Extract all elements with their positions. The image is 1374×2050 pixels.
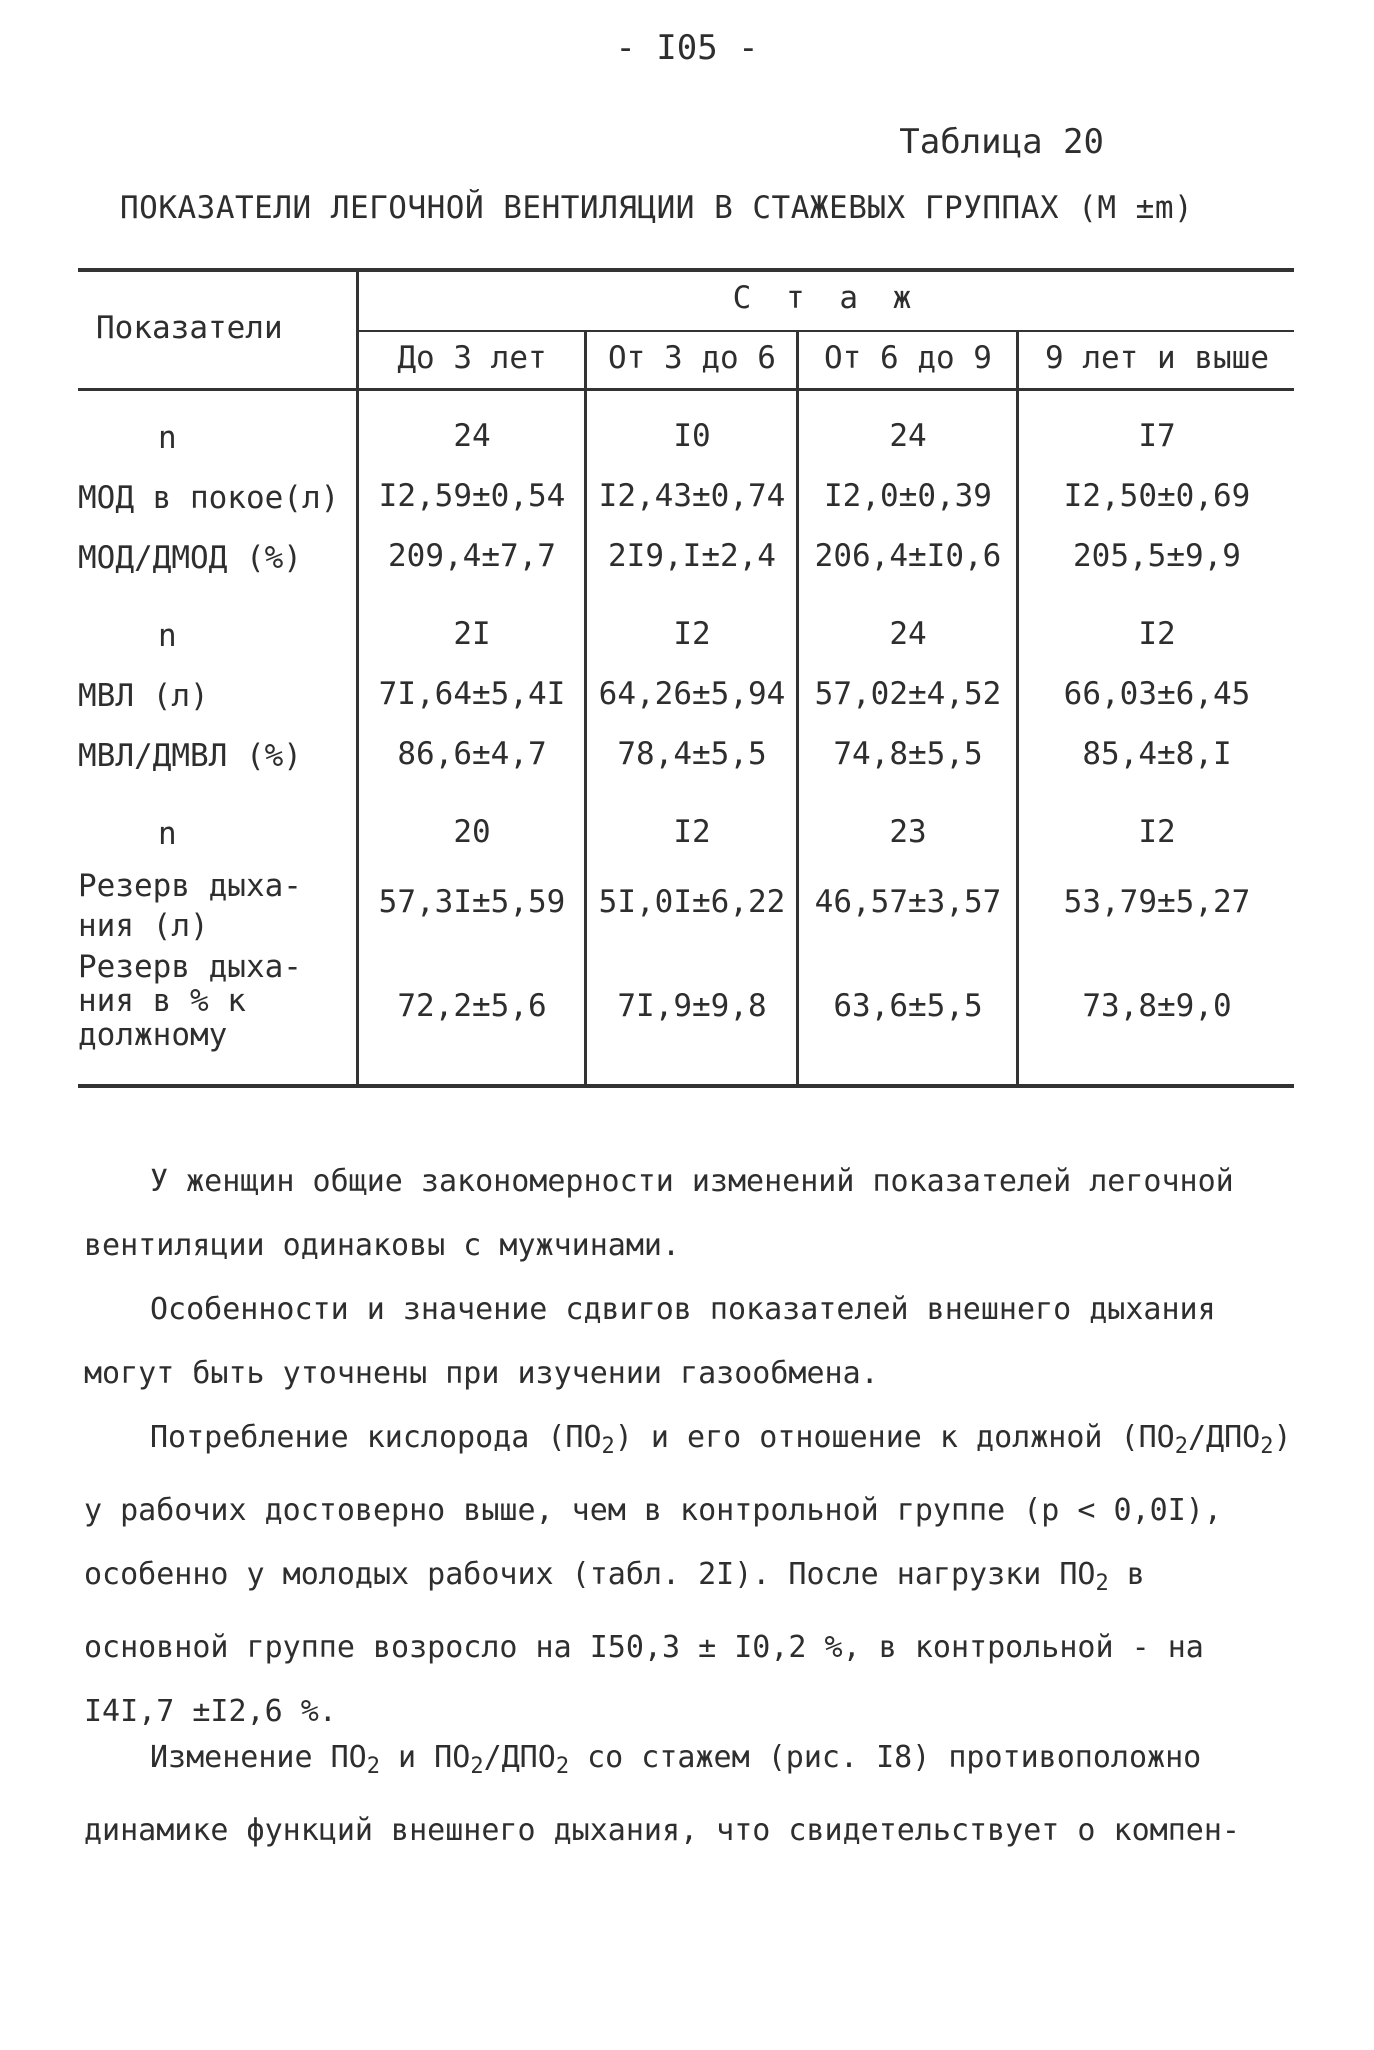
subscript: 2 [1260,1434,1274,1459]
col-divider-4 [1016,330,1019,1088]
column-header: От 3 до 6 [608,340,776,376]
table-cell: 7I,9±9,8 [617,988,767,1024]
row-label: МВЛ (л) [78,678,209,714]
table-cell: 86,6±4,7 [397,736,547,772]
header-bottom-rule [78,388,1294,391]
table-cell: 5I,0I±6,22 [598,884,786,920]
table-cell: 24 [453,418,491,454]
column-header: От 6 до 9 [824,340,992,376]
subscript: 2 [366,1754,380,1779]
paragraph-3-text: Потребление кислорода (ПО [150,1420,602,1455]
table-cell: I7 [1138,418,1176,454]
paragraph-3-text: в основной группе возросло на I50,3 ± I0,2 %, в контрольной - на I4I,7 ±I2,6 %. [84,1557,1204,1729]
table-cell: 206,4±I0,6 [814,538,1002,574]
paragraph-4-text: /ДПО [483,1740,556,1775]
table-cell: I2,50±0,69 [1063,478,1251,514]
table-cell: 72,2±5,6 [397,988,547,1024]
col-divider-3 [796,330,799,1088]
paragraph-3-text: ) и его отношение к должной (ПО [614,1420,1175,1455]
table-cell: 63,6±5,5 [833,988,983,1024]
subscript: 2 [470,1754,484,1779]
table-title: ПОКАЗАТЕЛИ ЛЕГОЧНОЙ ВЕНТИЛЯЦИИ В СТАЖЕВЫХ ГРУППАХ (M ±m) [120,190,1194,226]
paragraph-4-text: Изменение ПО [150,1740,367,1775]
table-cell: 57,3I±5,59 [378,884,566,920]
table-cell: 64,26±5,94 [598,676,786,712]
table-cell: I2 [673,616,711,652]
table-bottom-rule [78,1084,1294,1088]
table-cell: 53,79±5,27 [1063,884,1251,920]
table-cell: 2I9,I±2,4 [608,538,776,574]
page-number: - I05 - [615,28,759,68]
table-cell: 7I,64±5,4I [378,676,566,712]
row-label: Резерв дыха- ния (л) [78,868,302,944]
table-cell: 24 [889,616,927,652]
row-label: n [158,420,177,456]
row-label: МОД в покое(л) [78,480,340,516]
data-table [78,268,1294,1088]
table-cell: 23 [889,814,927,850]
paragraph-4-text: со стажем (рис. I8) противоположно динамике функций внешнего дыхания, что свидетельствует о компен- [84,1740,1240,1848]
column-header: До 3 лет [397,340,547,376]
paragraph-2 [84,1278,1294,1406]
table-cell: 57,02±4,52 [814,676,1002,712]
row-label: Резерв дыха- ния в % к должному [78,949,302,1053]
paragraph-3 [84,1406,1294,1744]
table-cell: I2 [673,814,711,850]
paragraph-4 [84,1726,1294,1863]
header-group: С т а ж [732,280,920,316]
table-cell: I0 [673,418,711,454]
header-indicator: Показатели [96,310,283,346]
paragraph-1-text: У женщин общие закономерности изменений показателей легочной вентиляции одинаковы с мужчинами. [84,1164,1234,1263]
table-cell: 74,8±5,5 [833,736,983,772]
table-cell: 24 [889,418,927,454]
subscript: 2 [555,1754,570,1779]
table-caption: Таблица 20 [899,122,1104,162]
header-group-rule [358,330,1294,332]
col-divider-1 [356,268,359,1088]
table-cell: I2 [1138,616,1176,652]
table-cell: I2 [1138,814,1176,850]
row-label: МОД/ДМОД (%) [78,540,302,576]
paragraph-3-text: ) у рабочих достоверно выше, чем в контрольной группе (p < 0,0I), особенно у молодых рабочих (табл. 2I). После нагрузки ПО [84,1420,1292,1592]
table-cell: 66,03±6,45 [1063,676,1251,712]
row-label: n [158,618,177,654]
subscript: 2 [1174,1434,1188,1459]
table-cell: 2I [453,616,491,652]
col-divider-2 [584,330,587,1088]
subscript: 2 [601,1434,615,1459]
row-label: n [158,816,177,852]
table-cell: 85,4±8,I [1082,736,1232,772]
table-cell: I2,0±0,39 [824,478,992,514]
paragraph-2-text: Особенности и значение сдвигов показателей внешнего дыхания могут быть уточнены при изучении газообмена. [84,1292,1216,1391]
paragraph-4-text: и ПО [380,1740,471,1775]
table-cell: I2,43±0,74 [598,478,786,514]
paragraph-1 [84,1150,1294,1278]
table-cell: 46,57±3,57 [814,884,1002,920]
table-cell: I2,59±0,54 [378,478,566,514]
table-cell: 20 [453,814,491,850]
table-cell: 205,5±9,9 [1073,538,1241,574]
table-top-rule [78,268,1294,272]
table-cell: 73,8±9,0 [1082,988,1232,1024]
subscript: 2 [1095,1571,1109,1596]
paragraph-3-text: /ДПО [1187,1420,1261,1455]
table-cell: 209,4±7,7 [388,538,556,574]
column-header: 9 лет и выше [1045,340,1269,376]
table-cell: 78,4±5,5 [617,736,767,772]
row-label: МВЛ/ДМВЛ (%) [78,738,302,774]
